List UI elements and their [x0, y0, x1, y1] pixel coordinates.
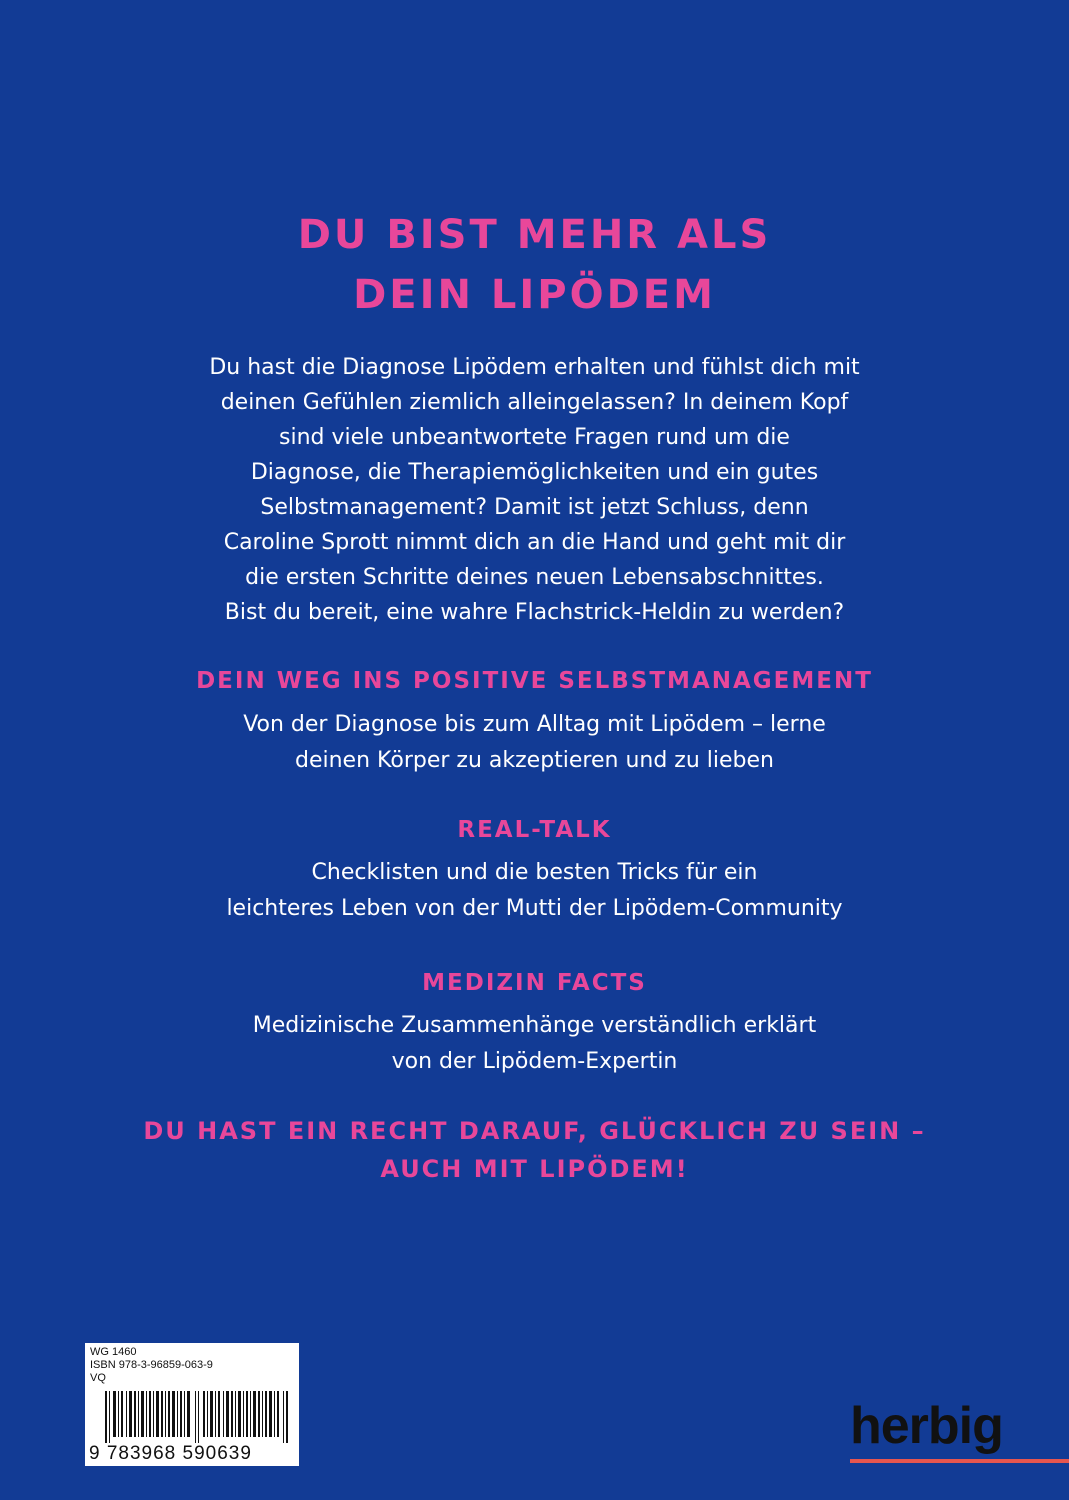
- headline: [0, 205, 1069, 325]
- isbn-meta: [90, 1346, 213, 1385]
- headline-line-2: DEIN LIPÖDEM: [353, 272, 716, 318]
- intro-line: die ersten Schritte deines neuen Lebensabschnittes.: [245, 565, 824, 590]
- intro-line: Caroline Sprott nimmt dich an die Hand und geht mit dir: [223, 530, 846, 555]
- section-title-medizin-facts: MEDIZIN FACTS: [422, 970, 647, 996]
- section-text-real-talk: [0, 855, 1069, 927]
- section-line: von der Lipödem-Expertin: [391, 1049, 678, 1074]
- section-line: Checklisten und die besten Tricks für ein: [311, 860, 758, 885]
- publisher-underline: [850, 1459, 1069, 1463]
- closing-line-2: AUCH MIT LIPÖDEM!: [380, 1155, 689, 1183]
- intro-line: Diagnose, die Therapiemöglichkeiten und ein gutes: [250, 460, 819, 485]
- barcode-digits: 9 783968 590639: [89, 1443, 252, 1464]
- wg-number: WG 1460: [90, 1346, 137, 1358]
- section-line: deinen Körper zu akzeptieren und zu lieben: [295, 748, 774, 773]
- section-title-selbstmanagement: DEIN WEG INS POSITIVE SELBSTMANAGEMENT: [196, 668, 873, 694]
- closing-statement: [0, 1112, 1069, 1188]
- section-line: Medizinische Zusammenhänge verständlich erklärt: [252, 1013, 817, 1038]
- barcode-icon: [105, 1391, 291, 1443]
- vq-code: VQ: [90, 1372, 106, 1384]
- intro-line: Bist du bereit, eine wahre Flachstrick-Heldin zu werden?: [224, 600, 845, 625]
- publisher-logo: herbig: [850, 1397, 1003, 1455]
- intro-paragraph: [0, 350, 1069, 630]
- section-text-medizin-facts: [0, 1008, 1069, 1080]
- isbn-number: ISBN 978-3-96859-063-9: [90, 1359, 213, 1371]
- section-line: Von der Diagnose bis zum Alltag mit Lipödem – lerne: [243, 712, 826, 737]
- intro-line: deinen Gefühlen ziemlich alleingelassen? In deinem Kopf: [220, 390, 849, 415]
- section-title-real-talk: REAL-TALK: [457, 817, 612, 843]
- isbn-barcode-box: [85, 1343, 299, 1466]
- section-line: leichteres Leben von der Mutti der Lipödem-Community: [226, 896, 843, 921]
- closing-line-1: DU HAST EIN RECHT DARAUF, GLÜCKLICH ZU SEIN –: [143, 1117, 926, 1145]
- section-text-selbstmanagement: [0, 707, 1069, 779]
- intro-line: Selbstmanagement? Damit ist jetzt Schluss, denn: [260, 495, 809, 520]
- intro-line: sind viele unbeantwortete Fragen rund um die: [279, 425, 790, 450]
- headline-line-1: DU BIST MEHR ALS: [297, 212, 772, 258]
- intro-line: Du hast die Diagnose Lipödem erhalten und fühlst dich mit: [209, 355, 860, 380]
